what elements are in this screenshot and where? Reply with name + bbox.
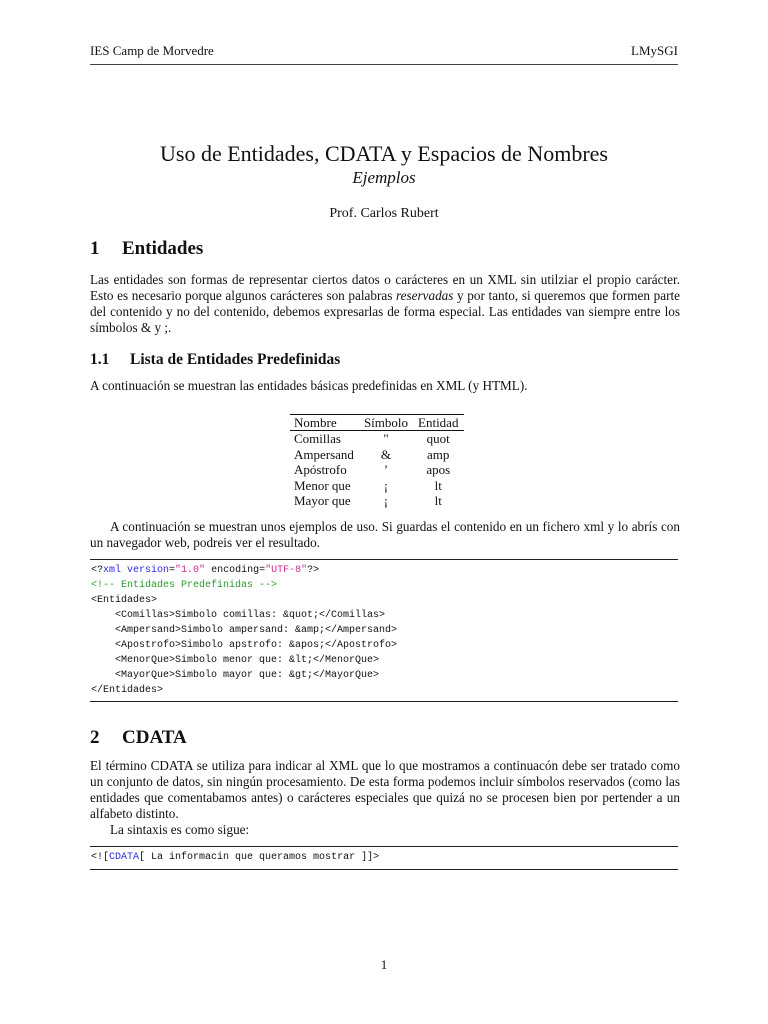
table-cell: & [380,446,392,462]
table-cell: amp [427,446,450,462]
table-row [290,431,464,447]
section-2-syntax: La sintaxis es como sigue: [110,822,250,837]
code-token: <Entidades> [91,595,158,606]
table-cell: Menor que [294,477,351,493]
code-line [90,668,678,683]
code-token: <!-- Entidades Predefinidas --> [91,580,278,591]
subsection-1-1-heading [90,351,340,369]
code-token: xml version [103,565,170,576]
code-token: ?> [307,565,320,576]
header-course: LMySGI [631,43,678,58]
section-2-number: 2 [90,727,100,748]
code-token: </Entidades> [91,685,164,696]
section-1-emphasis: reservadas [396,288,454,303]
table-row [290,462,464,478]
subsection-1-1-title: Lista de Entidades Predefinidas [130,351,341,368]
section-2-heading [90,727,187,749]
table-header-cell: Nombre [290,415,360,431]
section-1-number: 1 [90,238,100,259]
section-2-title: CDATA [122,727,187,748]
document-title: Uso de Entidades, CDATA y Espacios de Nombres [160,141,608,166]
table-row [290,447,464,463]
code-token: <MenorQue>Simbolo menor que: &lt;</MenorQue> [91,655,380,666]
code-line [90,683,678,698]
code-line [90,608,678,623]
code-line [90,638,678,653]
table-header-cell: Símbolo [360,415,414,431]
subsection-1-1-intro: A continuación se muestran las entidades básicas predefinidas en XML (y HTML). [90,378,528,393]
table-cell: Comillas [294,431,341,446]
code-token: <![ [91,852,110,863]
table-row [290,478,464,494]
table-row [290,493,464,509]
header-school: IES Camp de Morvedre [90,43,214,58]
table-cell: apos [426,462,451,477]
code-line [90,850,678,865]
code-token: = [169,565,176,576]
code-token: encoding= [205,565,266,576]
code-token: "1.0" [175,565,206,576]
page-header [90,43,678,63]
code-token: <Comillas>Simbolo comillas: &quot;</Comillas> [91,610,386,621]
table-cell: Mayor que [294,493,351,508]
table-header-cell: Entidad [414,415,464,431]
code-token: <MayorQue>Simbolo mayor que: &gt;</MayorQue> [91,670,380,681]
code-line [90,578,678,593]
page-number: 1 [380,957,388,972]
code-token: [ La informacin que queramos mostrar ]]> [139,852,380,863]
code-token: <Apostrofo>Simbolo apstrofo: &apos;</Apostrofo> [91,640,398,651]
section-1-paragraph [90,272,680,336]
table-cell: ’ [383,462,389,477]
header-rule [90,64,678,65]
xml-code-block [90,559,678,702]
cdata-code-block [90,846,678,870]
code-line [90,653,678,668]
table-cell: lt [434,477,442,493]
section-2-paragraph: El término CDATA se utiliza para indicar al XML que lo que mostramos a continuacón debe ser tratado como un conjunto de datos, sin ningún procesamiento. De esta forma podemos incluir símbolos reservados (como las entidades que comentabamos antes) o carácteres especiales que quizá no se procesen bien por pertender a un alfabeto distinto. [90,758,680,821]
section-1-text-a: Las entidades son formas de representar ciertos datos o carácteres en un XML sin utilziar el propio carácter. Esto es necesario porque algunos carácteres son palabras [90,272,680,303]
code-token: <? [91,565,104,576]
table-cell: quot [426,431,450,446]
table-cell: lt [434,493,442,508]
code-line [90,623,678,638]
code-token: CDATA [109,852,140,863]
subsection-1-1-after-table: A continuación se muestran unos ejemplos de uso. Si guardas el contenido en un fichero xml y lo abrís con un navegador web, podreis ver el resultado. [90,519,680,550]
subsection-1-1-number: 1.1 [90,351,110,368]
document-subtitle: Ejemplos [352,168,416,187]
table-cell: Ampersand [294,446,354,462]
entities-table [290,414,464,509]
entities-table-body [290,431,464,509]
code-line [90,593,678,608]
code-token: <Ampersand>Simbolo ampersand: &amp;</Ampersand> [91,625,398,636]
table-cell: ¡ [383,493,389,508]
table-cell: Apóstrofo [294,462,347,477]
code-token: "UTF-8" [265,565,308,576]
document-author: Prof. Carlos Rubert [329,206,439,221]
table-cell: ¡ [383,477,389,493]
table-cell: " [383,431,389,446]
section-1-heading [90,238,203,260]
section-1-text-b: y por tanto, si queremos que formen parte del contenido y no del contenido, debemos expresarlas de forma especial. Las entidades van siempre entre los símbolos & y ;. [90,288,680,335]
code-line [90,563,678,578]
section-1-title: Entidades [122,238,204,259]
entities-table-header [290,415,464,431]
